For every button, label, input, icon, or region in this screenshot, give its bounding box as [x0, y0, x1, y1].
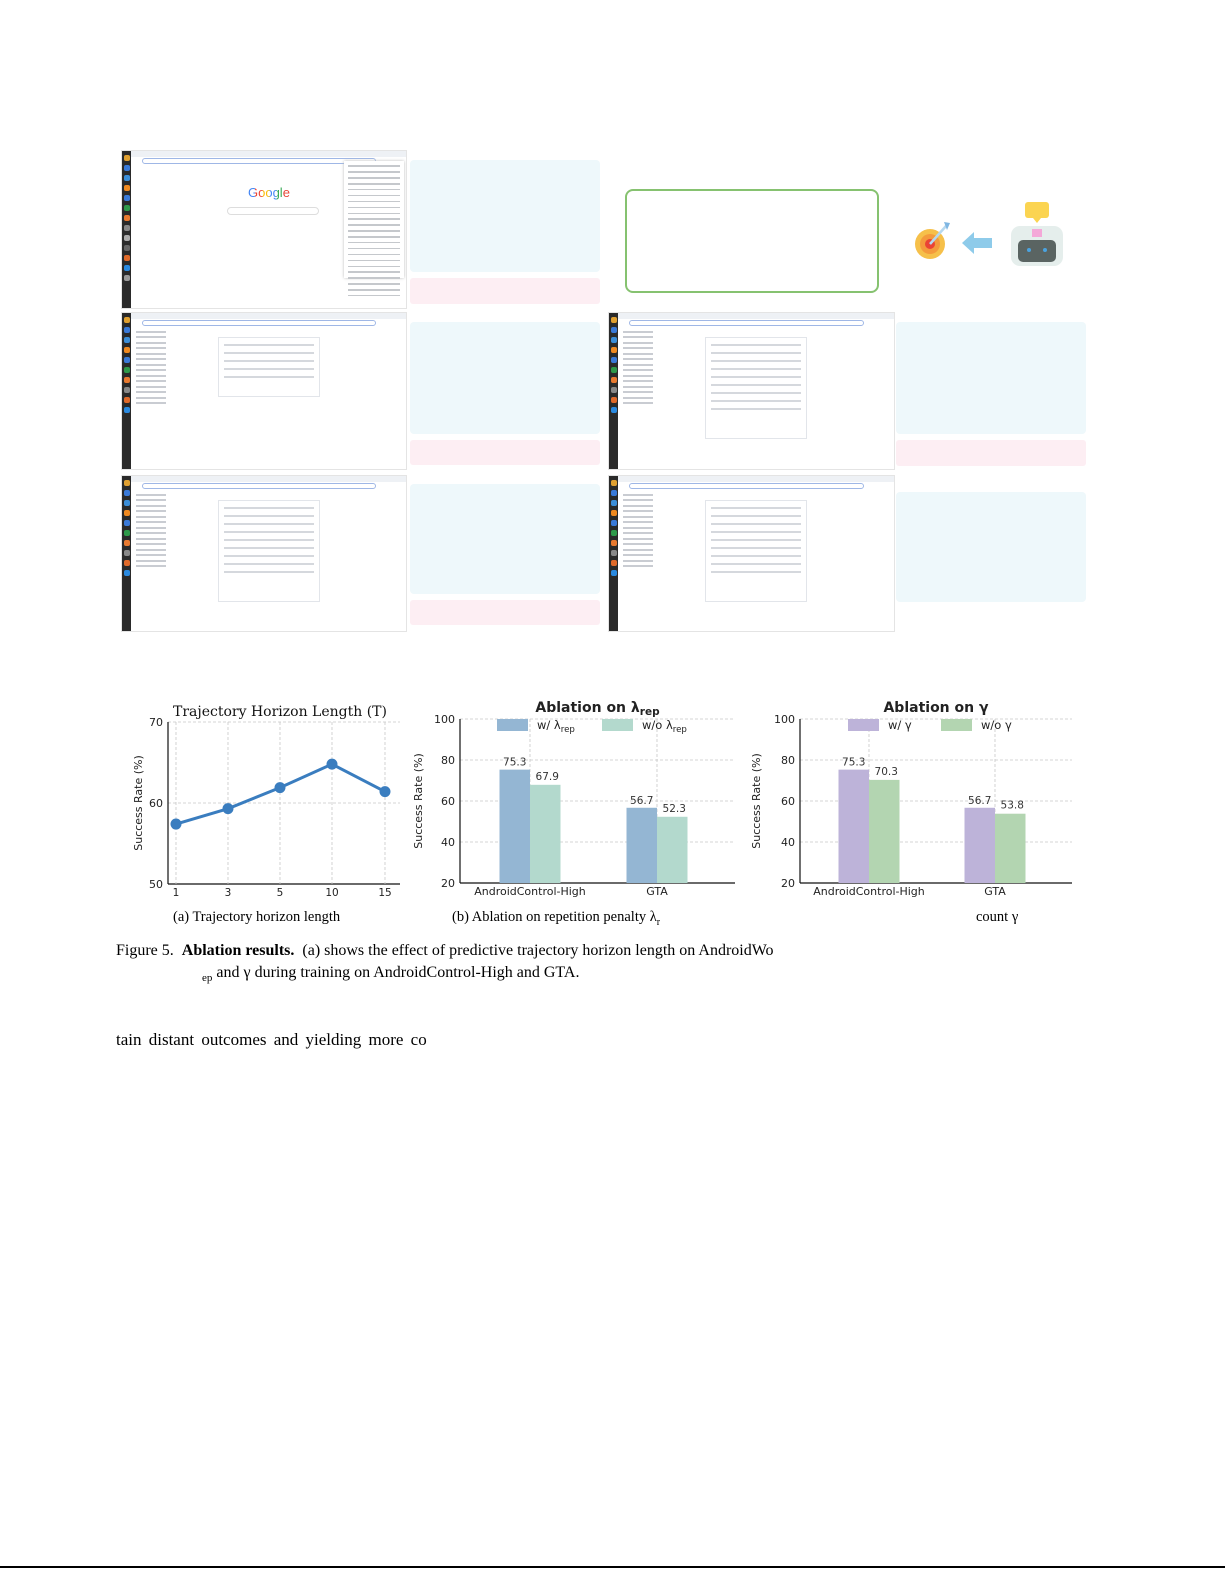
y-tick-label: 100 [434, 713, 455, 726]
y-tick-label: 70 [149, 716, 163, 729]
data-label: 56.7 [630, 794, 654, 807]
y-axis-label: Success Rate (%) [132, 755, 145, 851]
legend-swatch [602, 719, 633, 731]
data-label: 75.3 [503, 756, 527, 769]
y-tick-label: 40 [441, 836, 455, 849]
x-tick-label: AndroidControl-High [813, 885, 925, 898]
x-tick-label: 3 [224, 887, 232, 899]
data-point [380, 786, 391, 797]
bar [657, 817, 688, 883]
series-line [176, 764, 385, 824]
bar [965, 808, 996, 883]
x-tick-label: 5 [276, 887, 284, 899]
y-tick-label: 60 [149, 797, 163, 810]
chart-title: Trajectory Horizon Length (T) [173, 704, 387, 720]
subcaption-c: count γ [976, 909, 1019, 925]
x-tick-label: GTA [984, 885, 1006, 898]
x-tick-label: 10 [325, 887, 339, 899]
bar [627, 808, 658, 883]
x-tick-label: GTA [646, 885, 668, 898]
bar [530, 785, 561, 883]
y-tick-label: 50 [149, 878, 163, 891]
legend-swatch [848, 719, 879, 731]
y-tick-label: 80 [781, 754, 795, 767]
data-label: 75.3 [842, 756, 866, 769]
data-point [275, 782, 286, 793]
data-point [223, 803, 234, 814]
data-point [327, 759, 338, 770]
bar [995, 814, 1026, 883]
subcaption-b: (b) Ablation on repetition penalty $\lambda_r$ [452, 909, 661, 928]
legend-label: w/ $\lambda_{rep}$ [537, 718, 575, 735]
y-tick-label: 20 [441, 877, 455, 890]
google-logo: Google [248, 185, 290, 200]
data-label: 52.3 [662, 802, 686, 815]
data-label: 53.8 [1000, 799, 1024, 812]
bar [869, 780, 900, 883]
legend-label: w/o $\lambda_{rep}$ [642, 718, 687, 735]
figure-caption-line2: $_{ep}$ and γ during training on AndroidControl-High and GTA. [202, 964, 580, 985]
chart-title: Ablation on γ [883, 700, 989, 716]
subcaption-a: (a) Trajectory horizon length [173, 909, 341, 925]
legend-label: w/o γ [981, 718, 1012, 732]
x-tick-label: 1 [172, 887, 180, 899]
legend-swatch [941, 719, 972, 731]
figure-caption-line1: Figure 5. Ablation results. (a) shows the effect of predictive trajectory horizon length on AndroidWo [116, 942, 774, 959]
y-tick-label: 100 [774, 713, 795, 726]
bar [500, 770, 531, 883]
legend-swatch [497, 719, 528, 731]
data-label: 70.3 [874, 765, 898, 778]
y-axis-label: Success Rate (%) [412, 753, 425, 849]
x-tick-label: AndroidControl-High [474, 885, 586, 898]
y-tick-label: 40 [781, 836, 795, 849]
data-point [171, 819, 182, 830]
data-label: 67.9 [535, 770, 559, 783]
y-axis-label: Success Rate (%) [750, 753, 763, 849]
chart-title: Ablation on $\lambda_{rep}$ [535, 700, 660, 718]
y-tick-label: 60 [441, 795, 455, 808]
data-label: 56.7 [968, 794, 992, 807]
bar [839, 770, 870, 883]
y-tick-label: 60 [781, 795, 795, 808]
page-rule [0, 1566, 1225, 1568]
x-tick-label: 15 [378, 887, 392, 899]
body-text: tain distant outcomes and yielding more co [116, 1030, 427, 1049]
y-tick-label: 80 [441, 754, 455, 767]
y-tick-label: 20 [781, 877, 795, 890]
legend-label: w/ γ [888, 718, 912, 732]
